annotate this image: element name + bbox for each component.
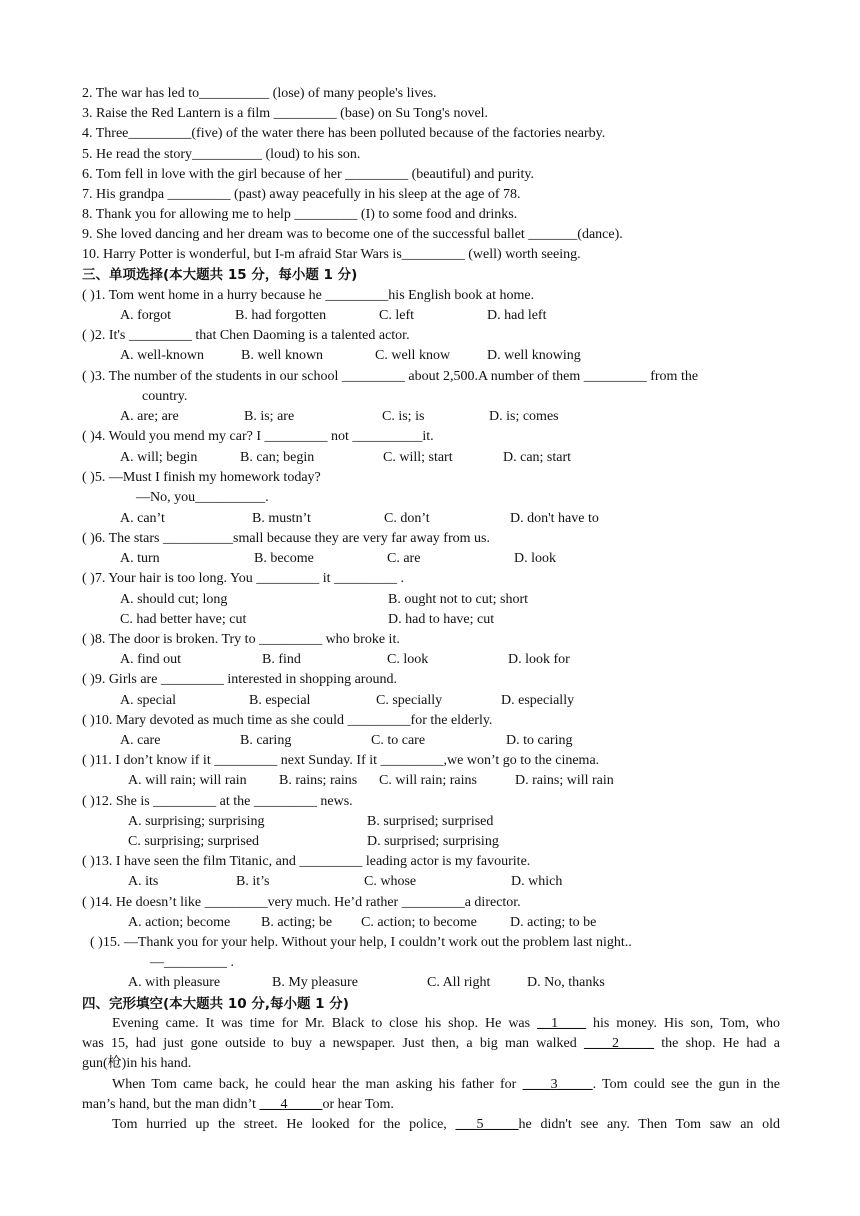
question-14-stem: ( )14. He doesn’t like _________very much. He’d rather _________a director. [82, 895, 521, 910]
question-9-stem: ( )9. Girls are _________ interested in shopping around. [82, 672, 397, 687]
q15-option-d: D. No, thanks [527, 975, 605, 990]
q9-option-b: B. especial [249, 693, 311, 708]
q12-option-a: A. surprising; surprising [128, 814, 265, 829]
q4-option-c: C. will; start [383, 450, 453, 465]
question-6-stem: ( )6. The stars __________small because they are very far away from us. [82, 531, 490, 546]
q11-option-b: B. rains; rains [279, 773, 358, 788]
q12-option-b: B. surprised; surprised [367, 814, 494, 829]
q2-option-a: A. well-known [120, 348, 204, 363]
q1-option-b: B. had forgotten [235, 308, 327, 323]
q15-option-c: C. All right [427, 975, 491, 990]
q5-option-d: D. don't have to [510, 511, 599, 526]
question-3-stem: ( )3. The number of the students in our school _________ about 2,500.A number of them _________ from the [82, 369, 699, 384]
q2-option-d: D. well knowing [487, 348, 581, 363]
question-4-stem: ( )4. Would you mend my car? I _________ not __________it. [82, 429, 434, 444]
q12-option-c: C. surprising; surprised [128, 834, 260, 849]
question-15-continuation: —_________ . [150, 955, 234, 970]
fill-line-2: 2. The war has led to__________ (lose) of many people's lives. [82, 86, 437, 101]
q10-option-a: A. care [120, 733, 161, 748]
q9-option-c: C. specially [376, 693, 443, 708]
q11-option-d: D. rains; will rain [515, 773, 614, 788]
blank-5: ___5_____ [455, 1117, 519, 1132]
q13-option-c: C. whose [364, 874, 417, 889]
question-7-stem: ( )7. Your hair is too long. You _________ it _________ . [82, 571, 405, 586]
blank-2: ____2_____ [583, 1036, 654, 1051]
q15-option-a: A. with pleasure [128, 975, 221, 990]
q7-option-c: C. had better have; cut [120, 612, 247, 627]
fill-line-7: 7. His grandpa _________ (past) away peacefully in his sleep at the age of 78. [82, 187, 521, 202]
q10-option-d: D. to caring [506, 733, 573, 748]
q1-option-d: D. had left [487, 308, 547, 323]
q14-option-b: B. acting; be [261, 915, 333, 930]
q13-option-a: A. its [128, 874, 159, 889]
q11-option-a: A. will rain; will rain [128, 773, 247, 788]
q3-option-c: C. is; is [382, 409, 425, 424]
q3-option-a: A. are; are [120, 409, 179, 424]
q5-option-a: A. can’t [120, 511, 165, 526]
q2-option-c: C. well know [375, 348, 451, 363]
cloze-paragraph-2-line-1: When Tom came back, he could hear the man asking his father for ____3_____. Tom could see the gun in the [112, 1077, 780, 1092]
question-2-stem: ( )2. It's _________ that Chen Daoming is a talented actor. [82, 328, 410, 343]
q13-option-b: B. it’s [236, 874, 270, 889]
q6-option-a: A. turn [120, 551, 160, 566]
cloze-paragraph-3-line-1: Tom hurried up the street. He looked for the police, ___5_____he didn't see any. Then Tom saw an old [112, 1117, 781, 1132]
q8-option-a: A. find out [120, 652, 182, 667]
question-5-continuation: —No, you__________. [136, 490, 269, 505]
cloze-paragraph-1-line-3: gun(枪)in his hand. [82, 1056, 192, 1071]
q8-option-b: B. find [262, 652, 301, 667]
q14-option-c: C. action; to become [361, 915, 477, 930]
fill-line-6: 6. Tom fell in love with the girl because of her _________ (beautiful) and purity. [82, 167, 534, 182]
blank-1: __1____ [537, 1016, 587, 1031]
q8-option-c: C. look [387, 652, 429, 667]
q6-option-d: D. look [514, 551, 556, 566]
q9-option-a: A. special [120, 693, 176, 708]
question-1-stem: ( )1. Tom went home in a hurry because he _________his English book at home. [82, 288, 535, 303]
q15-option-b: B. My pleasure [272, 975, 358, 990]
q9-option-d: D. especially [501, 693, 575, 708]
q14-option-d: D. acting; to be [510, 915, 597, 930]
fill-line-8: 8. Thank you for allowing me to help _________ (I) to some food and drinks. [82, 207, 518, 222]
cloze-paragraph-1-line-2: was 15, had just gone outside to buy a newspaper. Just then, a big man walked ____2_____ the shop. He had a [82, 1036, 781, 1051]
q4-option-b: B. can; begin [240, 450, 315, 465]
section-3-title: 三、单项选择(本大题共 15 分，每小题 1 分) [82, 267, 358, 283]
section-4-title: 四、完形填空(本大题共 10 分,每小题 1 分) [82, 996, 349, 1012]
q5-option-b: B. mustn’t [252, 511, 311, 526]
q8-option-d: D. look for [508, 652, 570, 667]
q1-option-a: A. forgot [120, 308, 172, 323]
q10-option-c: C. to care [371, 733, 426, 748]
q6-option-b: B. become [254, 551, 314, 566]
q4-option-a: A. will; begin [120, 450, 198, 465]
q7-option-d: D. had to have; cut [388, 612, 495, 627]
q3-option-b: B. is; are [244, 409, 295, 424]
q3-option-d: D. is; comes [489, 409, 559, 424]
fill-line-5: 5. He read the story__________ (loud) to his son. [82, 147, 361, 162]
q2-option-b: B. well known [241, 348, 324, 363]
cloze-paragraph-1-line-1: Evening came. It was time for Mr. Black to close his shop. He was __1____ his money. His son, Tom, who [112, 1016, 781, 1031]
blank-4: ___4_____ [259, 1097, 323, 1112]
fill-line-4: 4. Three_________(five) of the water there has been polluted because of the factories nearby. [82, 126, 606, 141]
question-13-stem: ( )13. I have seen the film Titanic, and _________ leading actor is my favourite. [82, 854, 531, 869]
question-10-stem: ( )10. Mary devoted as much time as she could _________for the elderly. [82, 713, 493, 728]
fill-line-3: 3. Raise the Red Lantern is a film _________ (base) on Su Tong's novel. [82, 106, 489, 121]
q7-option-b: B. ought not to cut; short [388, 592, 528, 607]
fill-line-10: 10. Harry Potter is wonderful, but I-m afraid Star Wars is_________ (well) worth seeing. [82, 247, 581, 262]
q12-option-d: D. surprised; surprising [367, 834, 499, 849]
cloze-paragraph-2-line-2: man’s hand, but the man didn’t ___4_____or hear Tom. [82, 1097, 394, 1112]
q13-option-d: D. which [511, 874, 563, 889]
blank-3: ____3_____ [522, 1077, 593, 1092]
q14-option-a: A. action; become [128, 915, 231, 930]
question-11-stem: ( )11. I don’t know if it _________ next Sunday. If it _________,we won’t go to the cinema. [82, 753, 600, 768]
question-8-stem: ( )8. The door is broken. Try to _________ who broke it. [82, 632, 400, 647]
question-12-stem: ( )12. She is _________ at the _________ news. [82, 794, 353, 809]
question-15-stem: ( )15. —Thank you for your help. Without your help, I couldn’t work out the problem last night.. [90, 935, 632, 950]
q4-option-d: D. can; start [503, 450, 572, 465]
q5-option-c: C. don’t [384, 511, 430, 526]
q7-option-a: A. should cut; long [120, 592, 228, 607]
question-3-continuation: country. [142, 389, 188, 404]
q11-option-c: C. will rain; rains [379, 773, 477, 788]
fill-line-9: 9. She loved dancing and her dream was to become one of the successful ballet _______(dance). [82, 227, 623, 242]
question-5-stem: ( )5. —Must I finish my homework today? [82, 470, 321, 485]
q6-option-c: C. are [387, 551, 421, 566]
q10-option-b: B. caring [240, 733, 292, 748]
q1-option-c: C. left [379, 308, 414, 323]
